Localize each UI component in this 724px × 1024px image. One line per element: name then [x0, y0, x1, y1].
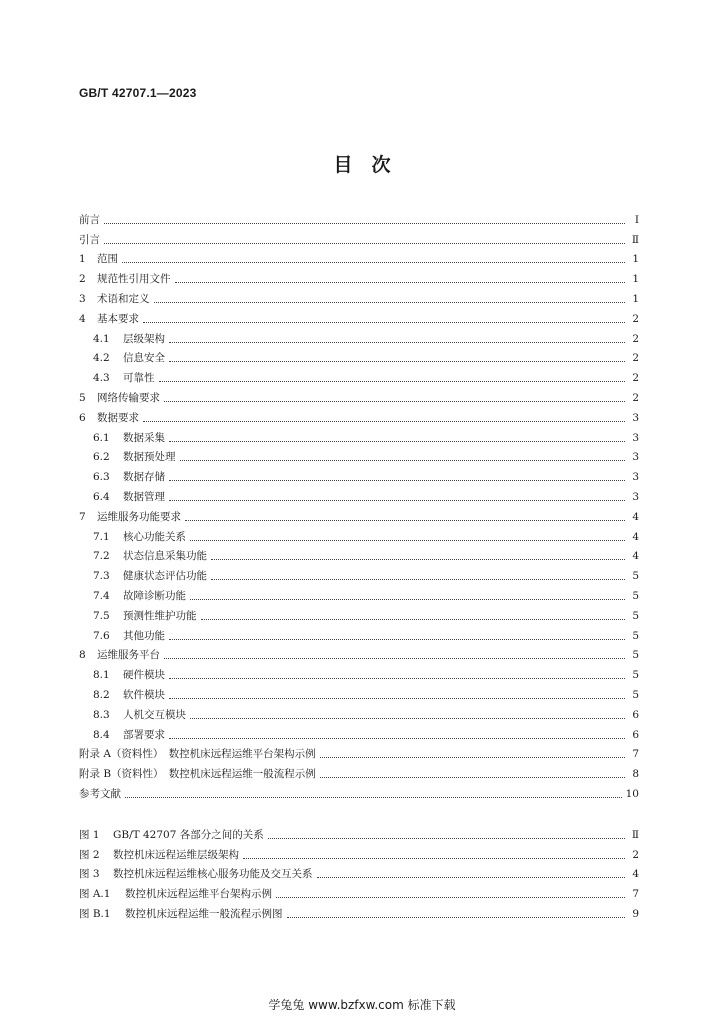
leader-dots	[268, 837, 625, 839]
toc-entry-label: 数据要求	[97, 411, 139, 424]
toc-entry[interactable]	[79, 524, 639, 544]
toc-entry-label: 规范性引用文件	[97, 273, 171, 286]
toc-entry-number: 6.4	[93, 490, 110, 503]
toc-page-number: 3	[632, 431, 639, 444]
toc-entry-label: 信息安全	[123, 352, 165, 365]
toc-page-number: 5	[632, 669, 639, 682]
toc-entry-number: 7.6	[93, 629, 110, 642]
leader-dots	[180, 459, 626, 461]
toc-entry[interactable]	[79, 484, 639, 504]
toc-page-number: 5	[632, 688, 639, 701]
toc-entry-label: 软件模块	[123, 688, 165, 701]
toc-entry-label: 基本要求	[97, 312, 139, 325]
toc-entry[interactable]	[79, 781, 639, 801]
toc-entry-number: 4.1	[93, 332, 110, 345]
leader-dots	[190, 598, 625, 600]
figure-entry[interactable]	[79, 881, 639, 901]
toc-entry-label: 附录 B（资料性） 数控机床远程运维一般流程示例	[79, 768, 316, 781]
toc-page-number: 1	[632, 253, 639, 266]
toc-page-number: 5	[632, 629, 639, 642]
toc-entry-number: 7	[79, 510, 86, 523]
leader-dots	[169, 638, 625, 640]
leader-dots	[164, 657, 625, 659]
toc-entry[interactable]	[79, 445, 639, 465]
figure-title: 数控机床远程运维平台架构示例	[125, 888, 272, 901]
toc-entry-label: 故障诊断功能	[123, 589, 186, 602]
toc-page-number: 1	[632, 273, 639, 286]
leader-dots	[122, 261, 625, 263]
figure-page-number: 9	[632, 907, 639, 920]
toc-entry-number: 6.3	[93, 471, 110, 484]
leader-dots	[169, 499, 625, 501]
leader-dots	[169, 697, 625, 699]
toc-entry-number: 6.2	[93, 451, 110, 464]
toc-entry[interactable]	[79, 464, 639, 484]
figure-entry[interactable]	[79, 842, 639, 862]
toc-entry-label: 核心功能关系	[123, 530, 186, 543]
leader-dots	[201, 618, 626, 620]
toc-entry[interactable]	[79, 207, 639, 227]
figure-page-number: 4	[632, 868, 639, 881]
toc-entry[interactable]	[79, 306, 639, 326]
toc-page-number: 2	[632, 391, 639, 404]
page-title: 目 次	[333, 154, 391, 176]
toc-entry-label: 运维服务功能要求	[97, 510, 181, 523]
toc-entry[interactable]	[79, 425, 639, 445]
figure-entry[interactable]	[79, 822, 639, 842]
toc-page-number: 3	[632, 451, 639, 464]
leader-dots	[154, 301, 626, 303]
toc-entry-number: 2	[79, 273, 86, 286]
leader-dots	[185, 519, 625, 521]
footer-watermark: 学兔兔 www.bzfxw.com 标准下载	[268, 998, 456, 1012]
table-of-contents	[79, 207, 639, 801]
toc-entry-label: 运维服务平台	[97, 649, 160, 662]
toc-entry-label: 层级架构	[123, 332, 165, 345]
toc-entry-number: 8.3	[93, 708, 110, 721]
toc-page-number: 4	[632, 550, 639, 563]
figure-list	[79, 822, 639, 921]
toc-entry-label: 前言	[79, 213, 100, 226]
leader-dots	[143, 321, 625, 323]
toc-page-number: 1	[632, 292, 639, 305]
toc-entry-number: 5	[79, 391, 86, 404]
toc-entry[interactable]	[79, 722, 639, 742]
leader-dots	[104, 242, 625, 244]
toc-entry[interactable]	[79, 544, 639, 564]
toc-page-number: 10	[625, 787, 639, 800]
toc-page-number: 6	[632, 728, 639, 741]
leader-dots	[169, 677, 625, 679]
figure-page-number: Ⅱ	[631, 828, 639, 841]
toc-entry-label: 范围	[97, 253, 118, 266]
figure-title: 数控机床远程运维一般流程示例图	[125, 907, 283, 920]
toc-entry[interactable]	[79, 405, 639, 425]
figure-entry[interactable]	[79, 862, 639, 882]
toc-entry[interactable]	[79, 623, 639, 643]
toc-entry[interactable]	[79, 385, 639, 405]
figure-number: 图 B.1	[79, 907, 111, 920]
toc-page-number: 5	[632, 609, 639, 622]
toc-page-number: 2	[632, 332, 639, 345]
toc-page-number: 7	[632, 748, 639, 761]
leader-dots	[243, 857, 625, 859]
leader-dots	[175, 281, 626, 283]
figure-number: 图 3	[79, 868, 100, 881]
leader-dots	[164, 400, 625, 402]
toc-entry-label: 数据存储	[123, 471, 165, 484]
leader-dots	[169, 360, 625, 362]
leader-dots	[143, 420, 625, 422]
leader-dots	[169, 479, 625, 481]
leader-dots	[125, 796, 622, 798]
figure-entry[interactable]	[79, 901, 639, 921]
toc-entry-label: 参考文献	[79, 787, 121, 800]
toc-entry[interactable]	[79, 603, 639, 623]
leader-dots	[211, 558, 625, 560]
toc-entry[interactable]	[79, 365, 639, 385]
toc-entry-number: 4.3	[93, 372, 110, 385]
toc-entry-label: 术语和定义	[97, 292, 150, 305]
toc-page-number: 2	[632, 352, 639, 365]
toc-entry[interactable]	[79, 504, 639, 524]
toc-page-number: 3	[632, 411, 639, 424]
toc-entry-label: 网络传输要求	[97, 391, 160, 404]
leader-dots	[320, 756, 625, 758]
toc-entry-label: 人机交互模块	[123, 708, 186, 721]
figure-page-number: 7	[632, 888, 639, 901]
figure-number: 图 1	[79, 828, 100, 841]
toc-entry-number: 1	[79, 253, 86, 266]
toc-entry-number: 8.4	[93, 728, 110, 741]
toc-entry[interactable]	[79, 583, 639, 603]
toc-entry-label: 健康状态评估功能	[123, 570, 207, 583]
toc-entry-number: 7.1	[93, 530, 110, 543]
toc-entry-label: 数据预处理	[123, 451, 176, 464]
toc-page-number: 5	[632, 649, 639, 662]
toc-entry[interactable]	[79, 662, 639, 682]
toc-page-number: 2	[632, 372, 639, 385]
toc-entry[interactable]	[79, 286, 639, 306]
toc-entry[interactable]	[79, 266, 639, 286]
toc-entry-number: 8	[79, 649, 86, 662]
toc-entry[interactable]	[79, 346, 639, 366]
toc-entry[interactable]	[79, 643, 639, 663]
toc-entry-label: 数据管理	[123, 490, 165, 503]
figure-number: 图 A.1	[79, 888, 111, 901]
leader-dots	[276, 896, 625, 898]
leader-dots	[159, 380, 626, 382]
toc-page-number: 6	[632, 708, 639, 721]
toc-entry-number: 7.4	[93, 589, 110, 602]
toc-entry-number: 7.2	[93, 550, 110, 563]
toc-entry-number: 6.1	[93, 431, 110, 444]
toc-page-number: 8	[632, 768, 639, 781]
leader-dots	[190, 539, 625, 541]
toc-entry-label: 附录 A（资料性） 数控机床远程运维平台架构示例	[79, 748, 316, 761]
leader-dots	[287, 916, 626, 918]
toc-entry[interactable]	[79, 247, 639, 267]
toc-entry-label: 状态信息采集功能	[123, 550, 207, 563]
leader-dots	[211, 578, 625, 580]
toc-entry-number: 8.1	[93, 669, 110, 682]
leader-dots	[169, 440, 625, 442]
figure-title: GB/T 42707 各部分之间的关系	[113, 828, 264, 841]
toc-page-number: 4	[632, 510, 639, 523]
leader-dots	[104, 222, 625, 224]
toc-entry-number: 7.5	[93, 609, 110, 622]
toc-entry-number: 7.3	[93, 570, 110, 583]
toc-entry-label: 硬件模块	[123, 669, 165, 682]
leader-dots	[169, 737, 625, 739]
toc-entry-label: 引言	[79, 233, 100, 246]
figure-page-number: 2	[632, 848, 639, 861]
toc-entry-label: 可靠性	[123, 372, 155, 385]
toc-entry-label: 其他功能	[123, 629, 165, 642]
toc-entry-number: 6	[79, 411, 86, 424]
toc-entry-number: 4.2	[93, 352, 110, 365]
toc-entry-number: 3	[79, 292, 86, 305]
leader-dots	[317, 876, 626, 878]
toc-entry-number: 4	[79, 312, 86, 325]
toc-page-number: 5	[632, 570, 639, 583]
toc-page-number: Ⅱ	[631, 233, 639, 246]
toc-page-number: 2	[632, 312, 639, 325]
figure-title: 数控机床远程运维层级架构	[113, 848, 239, 861]
toc-entry-label: 数据采集	[123, 431, 165, 444]
toc-entry[interactable]	[79, 742, 639, 762]
toc-entry[interactable]	[79, 761, 639, 781]
document-id: GB/T 42707.1—2023	[79, 86, 197, 100]
toc-page-number: 3	[632, 490, 639, 503]
leader-dots	[190, 717, 625, 719]
toc-page-number: 5	[632, 589, 639, 602]
toc-entry[interactable]	[79, 682, 639, 702]
figure-title: 数控机床远程运维核心服务功能及交互关系	[113, 868, 313, 881]
toc-page-number: Ⅰ	[634, 213, 639, 226]
leader-dots	[169, 341, 625, 343]
toc-page-number: 3	[632, 471, 639, 484]
toc-entry-label: 预测性维护功能	[123, 609, 197, 622]
leader-dots	[320, 776, 625, 778]
toc-entry-label: 部署要求	[123, 728, 165, 741]
toc-entry[interactable]	[79, 227, 639, 247]
toc-page-number: 4	[632, 530, 639, 543]
figure-number: 图 2	[79, 848, 100, 861]
toc-entry[interactable]	[79, 563, 639, 583]
toc-entry[interactable]	[79, 702, 639, 722]
toc-entry-number: 8.2	[93, 688, 110, 701]
toc-entry[interactable]	[79, 326, 639, 346]
